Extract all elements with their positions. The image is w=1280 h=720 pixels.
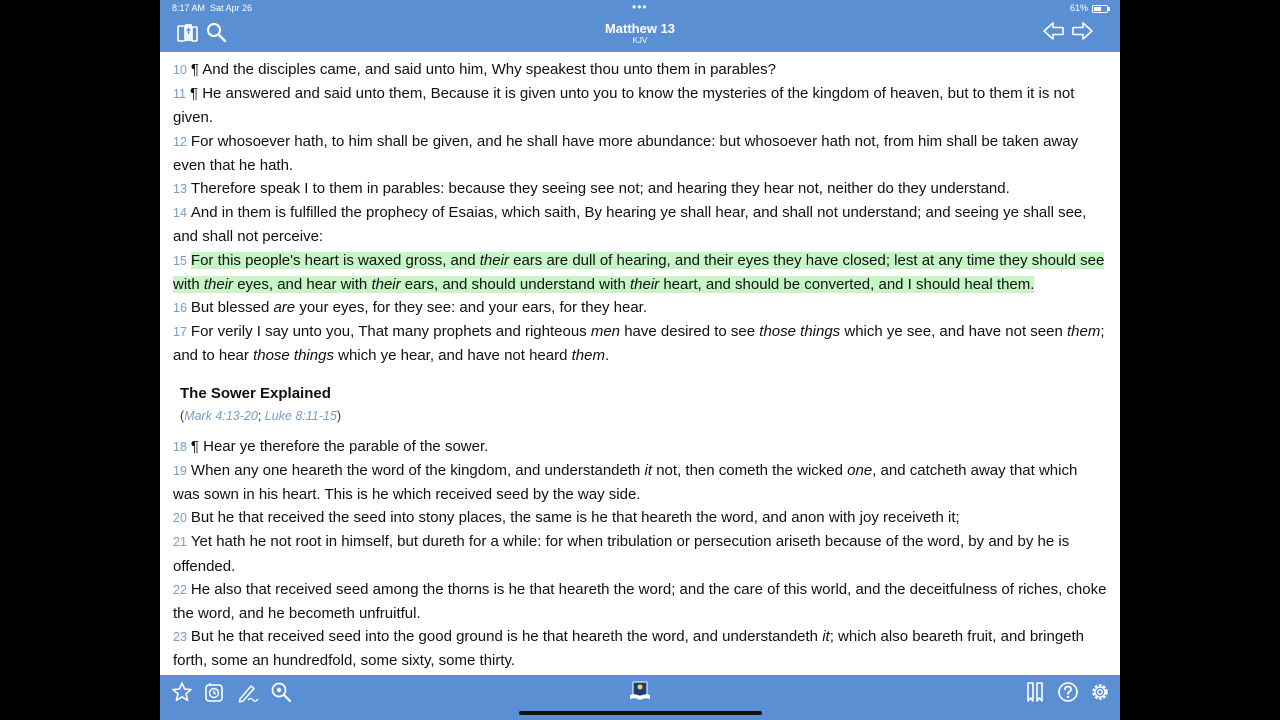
verse-text-segment: But he that received seed into the good ground is he that heareth the word, and understandeth bbox=[190, 628, 823, 646]
verse-text-segment: . bbox=[604, 347, 610, 365]
verse-20[interactable] bbox=[173, 506, 1108, 530]
verse-text bbox=[173, 628, 1084, 669]
verse-text bbox=[173, 462, 1077, 503]
verse-11[interactable] bbox=[173, 82, 1108, 129]
verse-text-segment: have desired to see bbox=[620, 323, 760, 341]
verse-number[interactable]: 16 bbox=[173, 301, 187, 316]
supplied-word: those things bbox=[253, 347, 334, 365]
lookup-magnifier-icon[interactable] bbox=[269, 681, 293, 703]
verse-text: Therefore speak I to them in parables: because they seeing see not; and hearing they hear not, neither do they understand. bbox=[190, 180, 1010, 198]
verse-number[interactable]: 14 bbox=[173, 206, 187, 221]
verse-text: But he that received the seed into stony places, the same is he that heareth the word, and anon with joy receiveth it; bbox=[190, 509, 960, 527]
supplied-word: them bbox=[1067, 323, 1101, 341]
verse-number[interactable]: 11 bbox=[173, 87, 186, 102]
page-title[interactable]: Matthew 13 bbox=[604, 21, 676, 36]
verse-10[interactable] bbox=[173, 58, 1108, 82]
notes-pen-icon[interactable] bbox=[236, 681, 260, 703]
multitasking-dots[interactable]: ••• bbox=[632, 0, 648, 14]
forward-arrow-icon[interactable] bbox=[1070, 20, 1094, 42]
supplied-word: one bbox=[847, 461, 873, 479]
settings-gear-icon[interactable] bbox=[1089, 681, 1111, 703]
supplied-word: their bbox=[371, 275, 401, 293]
verse-23[interactable] bbox=[173, 625, 1108, 672]
status-time: 8:17 AM bbox=[172, 3, 206, 13]
top-toolbar bbox=[160, 0, 1120, 52]
version-label[interactable]: KJV bbox=[632, 36, 648, 45]
verse-text-segment: For verily I say unto you, That many prophets and righteous bbox=[190, 323, 591, 341]
battery-percent: 61% bbox=[1069, 3, 1088, 13]
verse-text-segment: ears are dull of hearing, and their eyes they have closed; lest at any time they should see with bbox=[173, 251, 1105, 293]
verse-number[interactable]: 23 bbox=[173, 630, 187, 645]
history-icon[interactable] bbox=[203, 681, 225, 703]
verse-17[interactable] bbox=[173, 320, 1108, 367]
verse-number[interactable]: 20 bbox=[173, 511, 187, 526]
bottom-toolbar bbox=[160, 675, 1120, 720]
battery-level bbox=[1094, 7, 1101, 11]
verse-text: For whosoever hath, to him shall be given, and he shall have more abundance: but whosoever hath not, from him shall be taken away even that he hath. bbox=[173, 132, 1079, 174]
reading-plan-book-icon[interactable] bbox=[629, 680, 651, 702]
verse-text-segment: which ye hear, and have not heard bbox=[333, 347, 572, 365]
verse-number[interactable]: 10 bbox=[173, 63, 187, 77]
verse-text-segment: ; and to hear bbox=[173, 323, 1105, 365]
verse-text: And in them is fulfilled the prophecy of Esaias, which saith, By hearing ye shall hear, and shall not understand; and seeing ye shall see, and shall not perceive: bbox=[173, 204, 1087, 246]
verse-number[interactable]: 18 bbox=[173, 439, 187, 454]
verse-number[interactable]: 17 bbox=[173, 325, 187, 340]
verse-list bbox=[173, 435, 1108, 673]
verse-text-segment: not, then cometh the wicked bbox=[652, 461, 848, 479]
verse-text: ¶ And the disciples came, and said unto him, Why speakest thou unto them in parables? bbox=[190, 61, 776, 78]
chapter-text[interactable] bbox=[173, 58, 1108, 675]
verse-number[interactable]: 21 bbox=[173, 535, 187, 550]
verse-text: ¶ Hear ye therefore the parable of the sower. bbox=[190, 437, 489, 455]
supplied-word: them bbox=[571, 347, 605, 365]
battery-icon bbox=[1092, 5, 1108, 13]
verse-number[interactable]: 19 bbox=[173, 463, 187, 478]
verse-text: Yet hath he not root in himself, but dureth for a while: for when tribulation or persecution ariseth because of the word, by and by he is offended. bbox=[173, 533, 1070, 575]
verse-number[interactable]: 12 bbox=[173, 134, 187, 149]
title-area[interactable] bbox=[160, 21, 1120, 45]
back-arrow-icon[interactable] bbox=[1042, 20, 1066, 42]
verse-13[interactable] bbox=[173, 177, 1108, 201]
verse-text-segment: heart, and should be converted, and I should heal them. bbox=[659, 275, 1035, 293]
verse-text-segment: When any one heareth the word of the kingdom, and understandeth bbox=[190, 461, 645, 479]
verse-text-segment: For this people's heart is waxed gross, and bbox=[190, 251, 480, 269]
cross-references: (Mark 4:13-20; Luke 8:11-15) bbox=[180, 408, 341, 423]
verse-text-segment: which ye see, and have not seen bbox=[840, 323, 1068, 341]
supplied-word: are bbox=[273, 299, 296, 317]
verse-text: He also that received seed among the thorns is he that heareth the word; and the care of this world, and the deceitfulness of riches, choke the word, and he becometh unfruitful. bbox=[173, 580, 1107, 623]
bookmarks-icon[interactable] bbox=[1024, 681, 1046, 703]
verse-text-segment: , and catcheth away that which was sown in his heart. This is he which received seed by the way side. bbox=[173, 461, 1078, 504]
verse-text-segment: your eyes, for they see: and your ears, for they hear. bbox=[295, 299, 648, 317]
app-window bbox=[160, 0, 1120, 720]
supplied-word: it bbox=[822, 628, 830, 646]
verse-text bbox=[173, 323, 1105, 364]
verse-19[interactable] bbox=[173, 459, 1108, 506]
verse-text-segment: ears, and should understand with bbox=[400, 275, 630, 293]
verse-number[interactable]: 13 bbox=[173, 182, 187, 197]
verse-text-segment: But blessed bbox=[190, 299, 274, 317]
supplied-word: it bbox=[644, 461, 653, 479]
verse-15[interactable] bbox=[173, 249, 1108, 296]
favorites-star-icon[interactable] bbox=[171, 681, 193, 703]
verse-list bbox=[173, 58, 1108, 368]
verse-16[interactable] bbox=[173, 296, 1108, 320]
verse-14[interactable] bbox=[173, 201, 1108, 248]
supplied-word: those things bbox=[759, 323, 841, 341]
supplied-word: their bbox=[203, 275, 234, 293]
section-heading: The Sower Explained bbox=[180, 384, 331, 402]
verse-number[interactable]: 15 bbox=[173, 253, 187, 268]
supplied-word: men bbox=[590, 323, 621, 341]
cross-reference-link[interactable]: Mark 4:13-20 bbox=[184, 408, 258, 423]
verse-21[interactable] bbox=[173, 530, 1108, 577]
home-indicator[interactable] bbox=[519, 711, 762, 715]
verse-text bbox=[173, 252, 1104, 293]
help-icon[interactable] bbox=[1057, 681, 1079, 703]
verse-text bbox=[191, 299, 647, 316]
verse-text: ¶ He answered and said unto them, Because it is given unto you to know the mysteries of the kingdom of heaven, but to them it is not given. bbox=[173, 85, 1075, 127]
cross-reference-link[interactable]: Luke 8:11-15 bbox=[264, 408, 337, 423]
verse-text-segment: ; which also beareth fruit, and bringeth forth, some an hundredfold, some sixty, some thirty. bbox=[173, 628, 1085, 670]
supplied-word: their bbox=[629, 275, 660, 293]
verse-text-segment: eyes, and hear with bbox=[233, 275, 372, 293]
verse-number[interactable]: 22 bbox=[173, 582, 187, 597]
supplied-word: their bbox=[479, 251, 509, 269]
verse-12[interactable] bbox=[173, 130, 1108, 177]
verse-22[interactable] bbox=[173, 578, 1108, 625]
status-date: Sat Apr 26 bbox=[210, 3, 253, 13]
verse-18[interactable] bbox=[173, 435, 1108, 459]
